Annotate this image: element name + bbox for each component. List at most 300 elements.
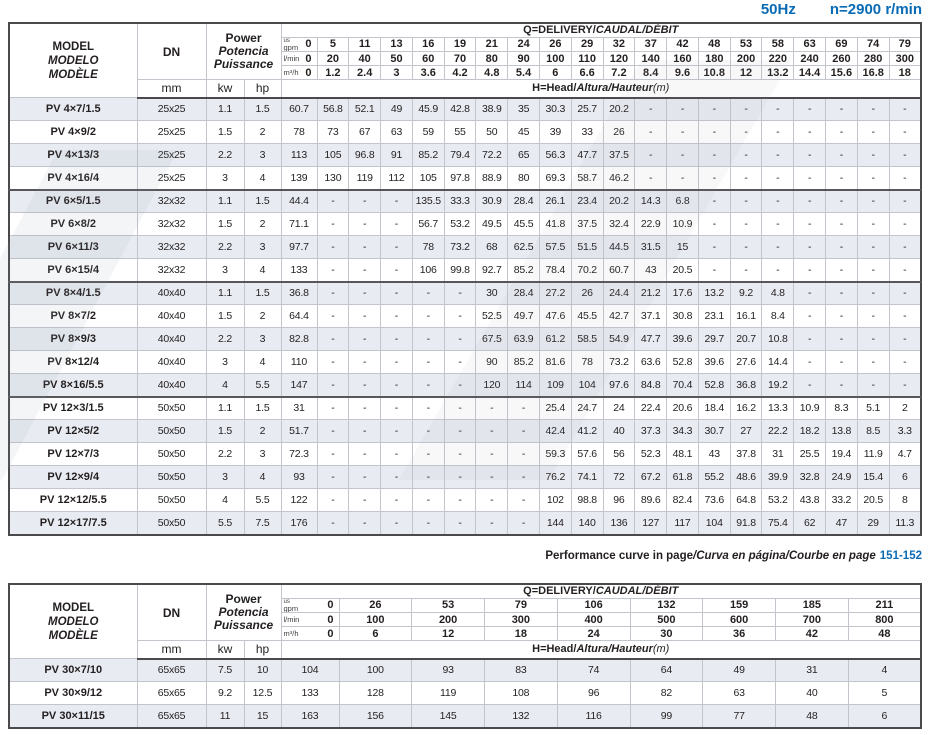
model-cell: PV 12×3/1.5 <box>9 397 137 420</box>
flow-value: 110 <box>571 52 603 66</box>
flow-value: 40 <box>349 52 381 66</box>
head-cell: 99 <box>630 705 703 728</box>
power-cell: 3 <box>206 167 244 190</box>
power-cell: 5.5 <box>244 489 281 512</box>
head-cell: 85.2 <box>508 351 540 374</box>
flow-value: 240 <box>794 52 826 66</box>
flow-value: 800 <box>848 613 921 627</box>
head-cell: 29 <box>857 512 889 535</box>
head-cell: 20.5 <box>857 489 889 512</box>
head-cell: 18.2 <box>794 420 826 443</box>
head-cell: - <box>762 121 794 144</box>
power-cell: 11 <box>206 705 244 728</box>
dn-cell: 25x25 <box>137 144 206 167</box>
head-cell: - <box>794 305 826 328</box>
flow-value: 100 <box>539 52 571 66</box>
head-cell: 6.8 <box>667 190 699 213</box>
table-row <box>9 167 921 190</box>
head-cell: - <box>889 144 921 167</box>
head-cell: - <box>698 167 730 190</box>
head-cell: - <box>857 374 889 397</box>
flow-value: 18 <box>889 66 921 80</box>
head-cell: - <box>476 466 508 489</box>
head-cell: 23.1 <box>698 305 730 328</box>
head-cell: - <box>826 121 858 144</box>
dn-cell: 40x40 <box>137 351 206 374</box>
head-cell: - <box>444 397 476 420</box>
head-cell: - <box>476 512 508 535</box>
flow-value: 16 <box>412 37 444 52</box>
table-row <box>9 351 921 374</box>
head-cell: - <box>317 190 349 213</box>
head-cell: 30.3 <box>539 98 571 121</box>
head-cell: - <box>857 328 889 351</box>
flow-value: 185 <box>776 598 849 613</box>
head-cell: 24.4 <box>603 282 635 305</box>
head-cell: 4.7 <box>889 443 921 466</box>
dn-cell: 65x65 <box>137 659 206 682</box>
flow-unit-cell: l/min 0 <box>281 613 339 627</box>
head-cell: - <box>349 443 381 466</box>
model-cell: PV 4×7/1.5 <box>9 98 137 121</box>
flow-unit-cell: us gpm 0 <box>281 37 317 52</box>
frequency-label: 50Hz <box>760 1 796 18</box>
head-cell: 136 <box>603 512 635 535</box>
head-cell: 63 <box>381 121 413 144</box>
flow-value: 159 <box>703 598 776 613</box>
power-cell: 1.1 <box>206 190 244 213</box>
head-cell: 56.3 <box>539 144 571 167</box>
head-cell: 104 <box>571 374 603 397</box>
head-cell: 63.9 <box>508 328 540 351</box>
head-cell: - <box>381 420 413 443</box>
head-cell: 75.4 <box>762 512 794 535</box>
head-cell: 97.6 <box>603 374 635 397</box>
head-cell: 78.4 <box>539 259 571 282</box>
head-cell: - <box>762 144 794 167</box>
head-cell: - <box>381 305 413 328</box>
head-cell: 67 <box>349 121 381 144</box>
head-cell: - <box>381 512 413 535</box>
head-cell: 96 <box>603 489 635 512</box>
head-cell: 36.8 <box>281 282 317 305</box>
head-cell: 67.2 <box>635 466 667 489</box>
head-cell: 54.9 <box>603 328 635 351</box>
head-cell: 91.8 <box>730 512 762 535</box>
head-cell: 30.9 <box>476 190 508 213</box>
head-cell: 10.8 <box>762 328 794 351</box>
flow-value: 5 <box>317 37 349 52</box>
head-cell: - <box>412 305 444 328</box>
flow-value: 19 <box>444 37 476 52</box>
head-cell: - <box>635 144 667 167</box>
power-cell: 1.5 <box>244 282 281 305</box>
dn-cell: 40x40 <box>137 374 206 397</box>
power-cell: 2.2 <box>206 236 244 259</box>
power-label-en: Power <box>225 31 262 45</box>
delivery-title-intl: CAUDAL/DÉBIT <box>595 24 679 37</box>
head-cell: 49 <box>381 98 413 121</box>
head-cell: 35 <box>508 98 540 121</box>
head-cell: - <box>349 328 381 351</box>
head-cell: - <box>317 213 349 236</box>
table-row <box>9 282 921 305</box>
flow-value: 180 <box>698 52 730 66</box>
dn-cell: 25x25 <box>137 98 206 121</box>
head-cell: 22.2 <box>762 420 794 443</box>
head-cell: 17.6 <box>667 282 699 305</box>
head-cell: 36.8 <box>730 374 762 397</box>
head-cell: 9.2 <box>730 282 762 305</box>
dn-cell: 25x25 <box>137 167 206 190</box>
head-cell: - <box>762 213 794 236</box>
dn-cell: 32x32 <box>137 259 206 282</box>
model-column-header <box>9 584 137 659</box>
flow-value: 90 <box>508 52 540 66</box>
head-cell: 15.4 <box>857 466 889 489</box>
head-cell: 26 <box>571 282 603 305</box>
head-cell: - <box>412 420 444 443</box>
head-cell: - <box>635 98 667 121</box>
power-label-fr: Puissance <box>213 57 274 71</box>
power-cell: 3 <box>206 466 244 489</box>
head-cell: 105 <box>317 144 349 167</box>
head-cell: 16.2 <box>730 397 762 420</box>
head-cell: 163 <box>281 705 339 728</box>
head-cell: - <box>698 98 730 121</box>
head-cell: 29.7 <box>698 328 730 351</box>
flow-value: 7.2 <box>603 66 635 80</box>
head-cell: 40 <box>776 682 849 705</box>
head-cell: - <box>762 259 794 282</box>
head-cell: 119 <box>412 682 485 705</box>
head-cell: 22.9 <box>635 213 667 236</box>
head-cell: 8.4 <box>762 305 794 328</box>
flow-value: 26 <box>539 37 571 52</box>
flow-value: 300 <box>889 52 921 66</box>
flow-value: 15.6 <box>826 66 858 80</box>
head-cell: 122 <box>281 489 317 512</box>
head-cell: 14.3 <box>635 190 667 213</box>
head-cell: - <box>444 420 476 443</box>
head-cell: 147 <box>281 374 317 397</box>
head-cell: 4.8 <box>762 282 794 305</box>
head-cell: - <box>762 167 794 190</box>
motor-spec-header <box>761 1 922 18</box>
dn-cell: 32x32 <box>137 190 206 213</box>
power-cell: 2.2 <box>206 144 244 167</box>
power-cell: 4 <box>206 489 244 512</box>
head-cell: 39 <box>539 121 571 144</box>
head-cell: 24.7 <box>571 397 603 420</box>
head-cell: 89.6 <box>635 489 667 512</box>
dn-cell: 50x50 <box>137 489 206 512</box>
head-cell: 49.7 <box>508 305 540 328</box>
power-column-header <box>206 23 281 80</box>
head-cell: 70.2 <box>571 259 603 282</box>
head-cell: 106 <box>412 259 444 282</box>
flow-value: 32 <box>603 37 635 52</box>
power-cell: 2 <box>244 121 281 144</box>
head-cell: - <box>381 397 413 420</box>
pump-performance-table-large <box>8 583 922 729</box>
head-cell: - <box>317 489 349 512</box>
head-cell: - <box>412 466 444 489</box>
head-cell: - <box>381 466 413 489</box>
head-cell: 26 <box>603 121 635 144</box>
power-cell: 1.5 <box>206 420 244 443</box>
head-cell: - <box>317 466 349 489</box>
note-page-link[interactable]: 151-152 <box>879 550 922 562</box>
head-cell: 105 <box>412 167 444 190</box>
head-cell: 47.6 <box>539 305 571 328</box>
head-cell: - <box>857 213 889 236</box>
head-cell: 6 <box>889 466 921 489</box>
flow-value: 2.4 <box>349 66 381 80</box>
head-cell: - <box>635 121 667 144</box>
flow-value: 100 <box>339 613 412 627</box>
head-cell: - <box>349 190 381 213</box>
dn-cell: 40x40 <box>137 282 206 305</box>
head-cell: - <box>381 190 413 213</box>
head-cell: 24.9 <box>826 466 858 489</box>
delivery-title-en: Q=DELIVERY/ <box>523 24 596 37</box>
head-cell: 37.5 <box>603 144 635 167</box>
head-cell: 2 <box>889 397 921 420</box>
head-cell: 37.3 <box>635 420 667 443</box>
power-cell: 4 <box>244 167 281 190</box>
model-column-header <box>9 23 137 98</box>
head-cell: 78 <box>571 351 603 374</box>
head-cell: - <box>444 328 476 351</box>
head-cell: - <box>889 374 921 397</box>
table-row <box>9 420 921 443</box>
head-cell: - <box>508 489 540 512</box>
head-cell: - <box>889 236 921 259</box>
head-cell: - <box>349 374 381 397</box>
head-cell: 77 <box>703 705 776 728</box>
head-cell: 31 <box>281 397 317 420</box>
head-cell: 82 <box>630 682 703 705</box>
head-cell: 20.6 <box>667 397 699 420</box>
power-cell: 1.5 <box>206 305 244 328</box>
flow-value: 120 <box>603 52 635 66</box>
head-cell: 55.2 <box>698 466 730 489</box>
flow-unit-cell: us gpm 0 <box>281 598 339 613</box>
flow-value: 700 <box>776 613 849 627</box>
head-cell: 44.5 <box>603 236 635 259</box>
head-cell: 59 <box>412 121 444 144</box>
flow-value: 3.6 <box>412 66 444 80</box>
head-cell: 10.9 <box>667 213 699 236</box>
flow-value: 48 <box>698 37 730 52</box>
head-cell: - <box>444 305 476 328</box>
head-cell: - <box>762 190 794 213</box>
model-cell: PV 6×5/1.5 <box>9 190 137 213</box>
head-cell: 5.1 <box>857 397 889 420</box>
head-cell: 145 <box>412 705 485 728</box>
head-cell: 52.8 <box>698 374 730 397</box>
head-cell: - <box>857 121 889 144</box>
power-cell: 1.5 <box>206 121 244 144</box>
power-cell: 15 <box>244 705 281 728</box>
head-cell: - <box>349 351 381 374</box>
head-cell: 52.5 <box>476 305 508 328</box>
head-cell: - <box>317 236 349 259</box>
head-cell: - <box>730 190 762 213</box>
head-cell: 74.1 <box>571 466 603 489</box>
head-title <box>281 641 921 659</box>
head-cell: - <box>381 351 413 374</box>
power-cell: 2 <box>244 305 281 328</box>
head-cell: 71.1 <box>281 213 317 236</box>
head-cell: - <box>381 328 413 351</box>
note-intl: /Curva en página/Courbe en page <box>693 550 876 562</box>
head-cell: 104 <box>698 512 730 535</box>
flow-value: 8.4 <box>635 66 667 80</box>
head-cell: 74 <box>557 659 630 682</box>
head-cell: - <box>857 259 889 282</box>
head-cell: 68 <box>476 236 508 259</box>
head-cell: 99.8 <box>444 259 476 282</box>
head-cell: 37.8 <box>730 443 762 466</box>
table-row <box>9 305 921 328</box>
power-cell: 3 <box>244 328 281 351</box>
head-cell: 31.5 <box>635 236 667 259</box>
head-title-intl: Altura/Hauteur <box>576 643 653 656</box>
head-cell: 93 <box>412 659 485 682</box>
flow-value: 200 <box>730 52 762 66</box>
flow-value: 6 <box>539 66 571 80</box>
head-cell: 69.3 <box>539 167 571 190</box>
head-cell: 55 <box>444 121 476 144</box>
head-cell: 62.5 <box>508 236 540 259</box>
head-cell: 13.3 <box>762 397 794 420</box>
head-cell: 27 <box>730 420 762 443</box>
dn-cell: 25x25 <box>137 121 206 144</box>
head-cell: 30.8 <box>667 305 699 328</box>
head-cell: - <box>857 236 889 259</box>
flow-value: 42 <box>667 37 699 52</box>
power-cell: 1.5 <box>206 213 244 236</box>
head-cell: - <box>794 328 826 351</box>
table-row <box>9 705 921 728</box>
head-cell: 92.7 <box>476 259 508 282</box>
head-cell: 98.8 <box>571 489 603 512</box>
head-cell: 56.7 <box>412 213 444 236</box>
head-cell: 22.4 <box>635 397 667 420</box>
head-title-intl: Altura/Hauteur <box>576 82 653 95</box>
head-cell: - <box>889 305 921 328</box>
head-cell: 73 <box>317 121 349 144</box>
flow-value: 53 <box>412 598 485 613</box>
flow-value: 5.4 <box>508 66 540 80</box>
head-cell: 52.1 <box>349 98 381 121</box>
flow-value: 79 <box>889 37 921 52</box>
head-cell: - <box>444 374 476 397</box>
head-cell: 128 <box>339 682 412 705</box>
head-cell: - <box>444 466 476 489</box>
head-cell: 102 <box>539 489 571 512</box>
table-row <box>9 259 921 282</box>
head-cell: - <box>381 213 413 236</box>
head-cell: 31 <box>762 443 794 466</box>
head-cell: 73.2 <box>444 236 476 259</box>
model-label-en: MODEL <box>52 601 95 614</box>
head-cell: 114 <box>508 374 540 397</box>
dn-cell: 65x65 <box>137 705 206 728</box>
dn-column-header: DN <box>137 23 206 80</box>
head-cell: - <box>889 121 921 144</box>
flow-value: 6.6 <box>571 66 603 80</box>
power-cell: 1.5 <box>244 397 281 420</box>
head-cell: 19.2 <box>762 374 794 397</box>
flow-value: 400 <box>557 613 630 627</box>
model-cell: PV 30×11/15 <box>9 705 137 728</box>
head-cell: 112 <box>381 167 413 190</box>
head-cell: - <box>857 351 889 374</box>
power-cell: 3 <box>244 443 281 466</box>
power-cell: 1.1 <box>206 397 244 420</box>
head-cell: - <box>857 305 889 328</box>
head-cell: 32.4 <box>603 213 635 236</box>
dn-column-header: DN <box>137 584 206 641</box>
dn-cell: 50x50 <box>137 512 206 535</box>
head-cell: - <box>794 167 826 190</box>
head-cell: 28.4 <box>508 282 540 305</box>
dn-cell: 32x32 <box>137 236 206 259</box>
model-label-es: MODELO <box>48 54 99 67</box>
head-cell: 133 <box>281 682 339 705</box>
head-title-unit: (m) <box>652 82 670 95</box>
head-cell: 49.5 <box>476 213 508 236</box>
pump-performance-table-small <box>8 22 922 536</box>
head-cell: 130 <box>317 167 349 190</box>
head-cell: - <box>826 98 858 121</box>
model-cell: PV 4×13/3 <box>9 144 137 167</box>
table-row <box>9 121 921 144</box>
head-cell: - <box>762 98 794 121</box>
power-cell: 1.5 <box>244 98 281 121</box>
head-cell: 58.5 <box>571 328 603 351</box>
flow-value: 140 <box>635 52 667 66</box>
head-cell: 13.2 <box>698 282 730 305</box>
head-cell: 72.3 <box>281 443 317 466</box>
hp-unit-label: hp <box>244 641 281 659</box>
head-cell: 37.1 <box>635 305 667 328</box>
flow-value: 24 <box>557 627 630 641</box>
power-cell: 10 <box>244 659 281 682</box>
head-cell: 100 <box>339 659 412 682</box>
head-cell: - <box>826 351 858 374</box>
head-cell: 60.7 <box>281 98 317 121</box>
head-cell: - <box>317 351 349 374</box>
head-cell: - <box>794 282 826 305</box>
model-cell: PV 8×16/5.5 <box>9 374 137 397</box>
head-cell: 80 <box>508 167 540 190</box>
head-cell: 49 <box>703 659 776 682</box>
head-cell: 25.7 <box>571 98 603 121</box>
head-cell: - <box>349 512 381 535</box>
head-cell: 43 <box>635 259 667 282</box>
power-cell: 4 <box>244 351 281 374</box>
table-row <box>9 682 921 705</box>
head-cell: 37.5 <box>571 213 603 236</box>
head-cell: - <box>476 443 508 466</box>
flow-value: 500 <box>630 613 703 627</box>
head-cell: 73.2 <box>603 351 635 374</box>
flow-value: 70 <box>444 52 476 66</box>
